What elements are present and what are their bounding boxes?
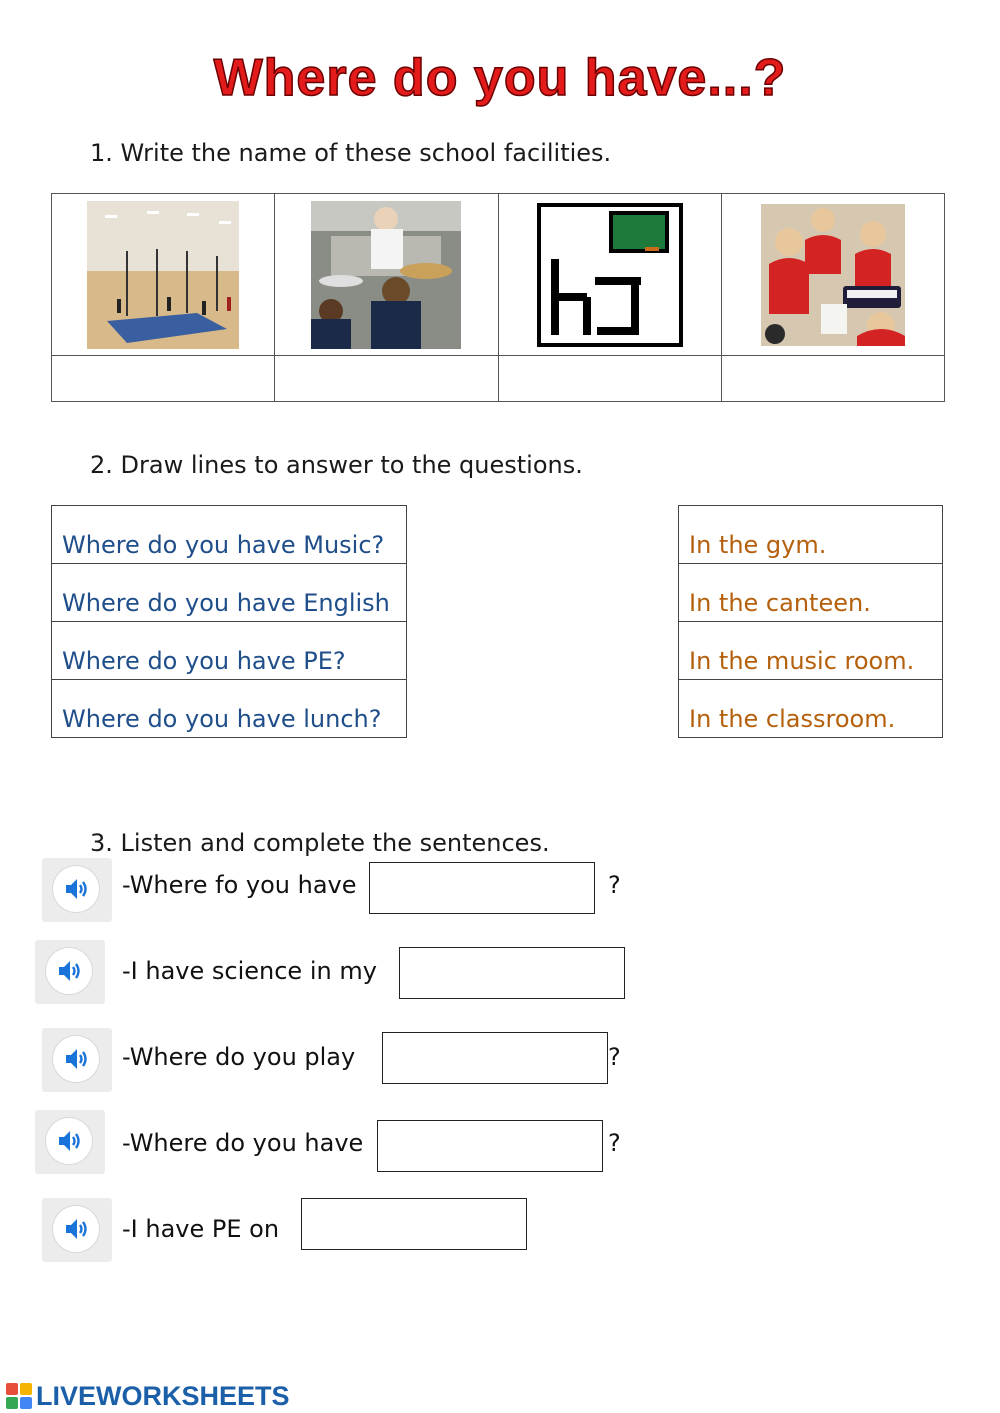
audio-play-button-1[interactable] (42, 858, 112, 922)
facility-answer-3[interactable] (498, 356, 721, 402)
facility-cell-music-room (721, 194, 944, 356)
music-room-photo-icon (761, 204, 905, 346)
section3-heading: 3. Listen and complete the sentences. (90, 829, 550, 857)
facility-answer-input-2[interactable] (275, 356, 497, 401)
sentence-prefix-3: -Where do you play (122, 1043, 356, 1071)
liveworksheets-logo-icon (6, 1383, 32, 1409)
sentence-prefix-2: -I have science in my (122, 957, 377, 985)
blank-input-2[interactable] (400, 948, 624, 998)
facility-answer-input-1[interactable] (52, 356, 274, 401)
sentence-prefix-4: -Where do you have (122, 1129, 364, 1157)
answer-item[interactable] (679, 564, 942, 622)
audio-button-circle (53, 866, 99, 912)
sentence-suffix-4: ? (608, 1129, 621, 1157)
audio-button-circle (53, 1206, 99, 1252)
blank-input-3[interactable] (383, 1033, 607, 1083)
canteen-photo-icon (311, 201, 461, 349)
question-text: Where do you have Music? (62, 531, 385, 559)
facility-cell-gym (52, 194, 275, 356)
audio-play-button-4[interactable] (35, 1110, 105, 1174)
facility-cell-canteen (275, 194, 498, 356)
worksheet-title: Where do you have...? (213, 49, 787, 107)
audio-play-button-2[interactable] (35, 940, 105, 1004)
section1-heading: 1. Write the name of these school facilities. (90, 139, 612, 167)
answer-text: In the gym. (689, 531, 827, 559)
blank-field-5[interactable] (301, 1198, 527, 1250)
facility-answer-1[interactable] (52, 356, 275, 402)
blank-field-3[interactable] (382, 1032, 608, 1084)
sentence-suffix-3: ? (608, 1043, 621, 1071)
question-item[interactable] (52, 506, 406, 564)
audio-button-circle (53, 1036, 99, 1082)
facility-answer-4[interactable] (721, 356, 944, 402)
speaker-icon (56, 958, 82, 984)
blank-field-1[interactable] (369, 862, 595, 914)
answer-item[interactable] (679, 680, 942, 738)
brand-name: LIVEWORKSHEETS (36, 1381, 290, 1411)
sentence-suffix-1: ? (608, 871, 621, 899)
answers-box (678, 505, 943, 738)
question-item[interactable] (52, 622, 406, 680)
question-item[interactable] (52, 680, 406, 738)
blank-input-5[interactable] (302, 1199, 526, 1249)
facility-answer-input-4[interactable] (722, 356, 944, 401)
speaker-icon (63, 1216, 89, 1242)
facilities-table (51, 193, 945, 402)
blank-input-4[interactable] (378, 1121, 602, 1171)
blank-field-4[interactable] (377, 1120, 603, 1172)
section2-heading: 2. Draw lines to answer to the questions. (90, 451, 583, 479)
answer-text: In the classroom. (689, 705, 896, 733)
speaker-icon (63, 876, 89, 902)
questions-box (51, 505, 407, 738)
question-item[interactable] (52, 564, 406, 622)
audio-play-button-3[interactable] (42, 1028, 112, 1092)
gym-photo-icon (87, 201, 239, 349)
facility-answer-2[interactable] (275, 356, 498, 402)
audio-button-circle (46, 948, 92, 994)
sentence-prefix-5: -I have PE on (122, 1215, 280, 1243)
speaker-icon (56, 1128, 82, 1154)
answer-text: In the music room. (689, 647, 915, 675)
blank-field-2[interactable] (399, 947, 625, 999)
blank-input-1[interactable] (370, 863, 594, 913)
sentence-prefix-1: -Where fo you have (122, 871, 357, 899)
question-text: Where do you have English (62, 589, 390, 617)
answer-item[interactable] (679, 506, 942, 564)
audio-play-button-5[interactable] (42, 1198, 112, 1262)
facility-answer-input-3[interactable] (499, 356, 721, 401)
classroom-pictogram-icon (537, 203, 683, 347)
answer-text: In the canteen. (689, 589, 871, 617)
facility-cell-classroom (498, 194, 721, 356)
answer-item[interactable] (679, 622, 942, 680)
audio-button-circle (46, 1118, 92, 1164)
question-text: Where do you have lunch? (62, 705, 382, 733)
speaker-icon (63, 1046, 89, 1072)
question-text: Where do you have PE? (62, 647, 346, 675)
